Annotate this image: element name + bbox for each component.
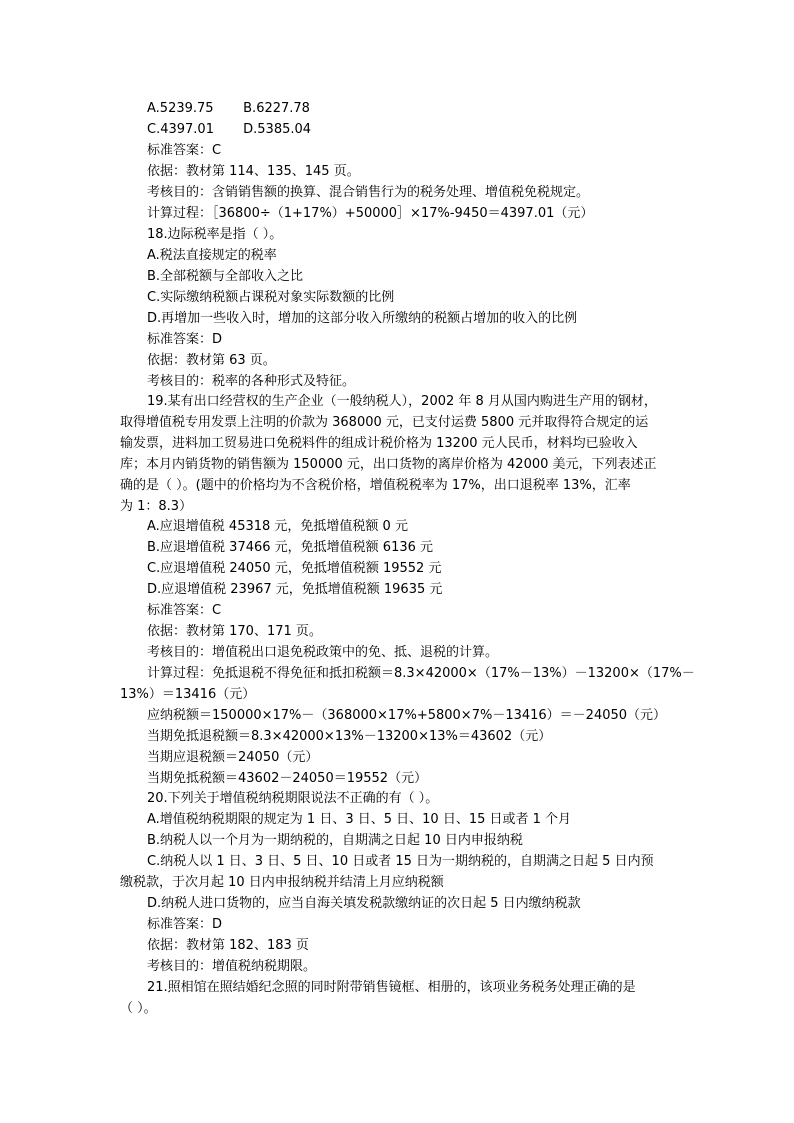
- option-b: B.纳税人以一个月为一期纳税的，自期满之日起 10 日内申报纳税: [147, 833, 523, 848]
- basis-line: 依据：教材第 170、171 页。: [147, 624, 322, 639]
- question-19-line: 库；本月内销货物的销售额为 150000 元，出口货物的离岸价格为 42000 美元，下列表述正: [120, 457, 657, 472]
- question-18: 18.边际税率是指（ ）。: [147, 227, 283, 242]
- option-a: A.5239.75: [147, 101, 214, 116]
- question-21-continued: （ ）。: [120, 1001, 157, 1016]
- option-a: A.应退增值税 45318 元，免抵增值税额 0 元: [147, 519, 408, 534]
- option-a: A.税法直接规定的税率: [147, 248, 277, 263]
- option-d: D.5385.04: [243, 122, 312, 137]
- option-c: C.应退增值税 24050 元，免抵增值税额 19552 元: [147, 561, 442, 576]
- option-d: D.应退增值税 23967 元，免抵增值税额 19635 元: [147, 582, 443, 597]
- question-19-line: 输发票，进料加工贸易进口免税料件的组成计税价格为 13200 元人民币，材料均已验收入: [120, 436, 638, 451]
- option-b: B.全部税额与全部收入之比: [147, 269, 304, 284]
- option-row: [147, 98, 707, 119]
- calculation-line: 当期应退税额＝24050（元）: [147, 750, 319, 765]
- option-b: B.应退增值税 37466 元，免抵增值税额 6136 元: [147, 540, 434, 555]
- answer-line: 标准答案：C: [147, 143, 222, 158]
- option-b: B.6227.78: [243, 101, 310, 116]
- question-20: 20.下列关于增值税纳税期限说法不正确的有（ ）。: [147, 791, 439, 806]
- calculation-line: 当期免抵税额＝43602－24050＝19552（元）: [147, 771, 428, 786]
- calculation-line: 应纳税额＝150000×17%－（368000×17%+5800×7%－13416）＝－24050（元）: [147, 708, 667, 723]
- basis-line: 依据：教材第 182、183 页: [147, 938, 309, 953]
- question-19-line: 取得增值税专用发票上注明的价款为 368000 元，已支付运费 5800 元并取得符合规定的运: [120, 415, 649, 430]
- calculation-line: 计算过程：［36800÷（1+17%）+50000］×17%-9450＝4397.01（元）: [147, 206, 594, 221]
- option-row: [147, 119, 707, 140]
- option-d: D.再增加一些收入时，增加的这部分收入所缴纳的税额占增加的收入的比例: [147, 311, 578, 326]
- calculation-line: 13%）＝13416（元）: [120, 687, 256, 702]
- option-c: C.实际缴纳税额占课税对象实际数额的比例: [147, 290, 395, 305]
- purpose-line: 考核目的：含销销售额的换算、混合销售行为的税务处理、增值税免税规定。: [147, 185, 590, 200]
- option-c: C.4397.01: [147, 122, 214, 137]
- calculation-line: 当期免抵退税额＝8.3×42000×13%－13200×13%＝43602（元）: [147, 729, 552, 744]
- basis-line: 依据：教材第 114、135、145 页。: [147, 164, 360, 179]
- option-d: D.纳税人进口货物的，应当自海关填发税款缴纳证的次日起 5 日内缴纳税款: [147, 896, 581, 911]
- question-19-line: 确的是（ ）。(题中的价格均为不含税价格，增值税税率为 17%，出口退税率 13%，汇率: [120, 478, 631, 493]
- option-c: C.纳税人以 1 日、3 日、5 日、10 日或者 15 日为一期纳税的，自期满之日起 5 日内预: [147, 854, 654, 869]
- question-21: 21.照相馆在照结婚纪念照的同时附带销售镜框、相册的，该项业务税务处理正确的是: [147, 980, 636, 995]
- purpose-line: 考核目的：增值税纳税期限。: [147, 959, 317, 974]
- purpose-line: 考核目的：税率的各种形式及特征。: [147, 374, 356, 389]
- option-c-continued: 缴税款，于次月起 10 日内申报纳税并结清上月应纳税额: [120, 875, 444, 890]
- calculation-line: 计算过程：免抵退税不得免征和抵扣税额＝8.3×42000×（17%－13%）－13200×（17%－: [147, 666, 695, 681]
- basis-line: 依据：教材第 63 页。: [147, 353, 276, 368]
- answer-line: 标准答案：D: [147, 917, 223, 932]
- purpose-line: 考核目的：增值税出口退免税政策中的免、抵、退税的计算。: [147, 645, 499, 660]
- option-a: A.增值税纳税期限的规定为 1 日、3 日、5 日、10 日、15 日或者 1 个月: [147, 812, 572, 827]
- question-19-line: 19.某有出口经营权的生产企业（一般纳税人），2002 年 8 月从国内购进生产用的钢材，: [147, 394, 657, 409]
- answer-line: 标准答案：C: [147, 603, 222, 618]
- question-19-line: 为 1：8.3）: [120, 499, 193, 514]
- answer-line: 标准答案：D: [147, 332, 223, 347]
